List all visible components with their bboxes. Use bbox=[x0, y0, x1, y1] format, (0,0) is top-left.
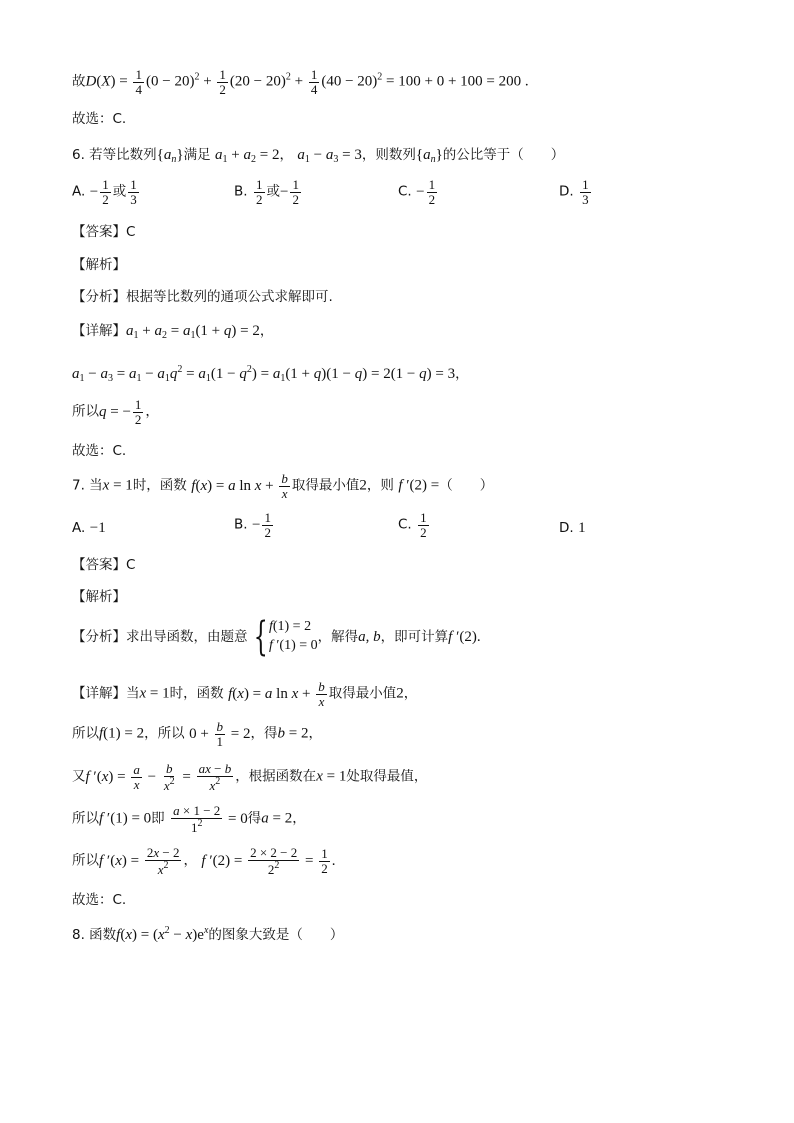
q6-choose: 故选：C. bbox=[72, 443, 127, 459]
q6-option-d[interactable]: D. $\frac{1}{3}$ bbox=[559, 177, 589, 207]
q7-fenxi: 【分析】求出导函数，由题意 { f(1) = 2 f ′(1) = 0 ，解得a, b，即可计算f ′(2). bbox=[72, 614, 481, 660]
q7-xiangjie: 【详解】当x = 1时，函数 f(x) = a ln x + $\frac{b}{x}$ 取得最小值2， bbox=[72, 679, 418, 709]
q7-option-a[interactable]: A. −1 bbox=[72, 520, 106, 536]
q6-option-a[interactable]: A. − $\frac{1}{2}$ 或 $\frac{1}{3}$ bbox=[72, 177, 137, 207]
q7-step-3: 所以f ′(1) = 0即 $\frac{a \times 1 - 2}{1^2}$ = 0得a = 2， bbox=[72, 803, 306, 835]
q6-xiangjie: 【详解】$a_1 + a_2 = a_1(1 + q) = 2$， bbox=[72, 323, 274, 341]
q6-option-b[interactable]: B. $\frac{1}{2}$ 或− $\frac{1}{2}$ bbox=[234, 177, 299, 207]
q7-answer: 【答案】C bbox=[72, 557, 136, 573]
q6-option-c[interactable]: C. − $\frac{1}{2}$ bbox=[398, 177, 436, 207]
q6-derivation: $a_1 - a_3 = a_1 - a_1q^2 = a_1(1 - q^2) = a_1(1 + q)(1 - q) = 2(1 - q) = 3$， bbox=[72, 364, 469, 384]
question-7-stem: 7. 当x = 1时，函数 f(x) = a ln x + $\frac{b}{x}$ 取得最小值2，则 f ′(2) =（ ） bbox=[72, 471, 494, 501]
question-6-stem: 6. 若等比数列$\{a_n\}$满足 $a_1 + a_2 = 2$， $a_1 - a_3 = 3$，则数列$\{a_n\}$的公比等于（ ） bbox=[72, 147, 565, 165]
q7-step-4: 所以f ′(x) = $\frac{2x - 2}{x^2}$ ， f ′(2) = $\frac{2 \times 2 - 2}{2^2}$ = $\frac{1}{2}$ . bbox=[72, 845, 336, 877]
q6-fenxi: 【分析】根据等比数列的通项公式求解即可. bbox=[72, 289, 333, 305]
q7-option-c[interactable]: C. $\frac{1}{2}$ bbox=[398, 510, 427, 540]
q6-answer: 【答案】C bbox=[72, 224, 136, 240]
q6-jiexi: 【解析】 bbox=[72, 257, 126, 273]
q7-step-2: 又f ′(x) = $\frac{a}{x}$ − $\frac{b}{x^2}$ = $\frac{ax - b}{x^2}$ ，根据函数在x = 1处取得最值， bbox=[72, 761, 428, 793]
q7-option-b[interactable]: B. − $\frac{1}{2}$ bbox=[234, 510, 271, 540]
q7-jiexi: 【解析】 bbox=[72, 589, 126, 605]
q6-result: 所以q = − $\frac{1}{2}$ ， bbox=[72, 397, 159, 427]
q7-option-d[interactable]: D. 1 bbox=[559, 520, 586, 536]
variance-result-line: 故D(X) = $\frac{1}{4}$ $(0 - 20)^2$ + $\frac{1}{2}$ $(20 - 20)^2$ + $\frac{1}{4}$ $(40 - 20)^2 = 100 + 0 + 100 = 200$ . bbox=[72, 67, 529, 97]
question-8-stem: 8. 函数$f(x) = (x^2 - x)e^x$的图象大致是（ ） bbox=[72, 925, 344, 943]
q7-step-1: 所以f(1) = 2，所以 0 + $\frac{b}{1}$ = 2，得b = 2， bbox=[72, 719, 322, 749]
choose-line: 故选：C. bbox=[72, 111, 127, 127]
q7-choose: 故选：C. bbox=[72, 892, 127, 908]
